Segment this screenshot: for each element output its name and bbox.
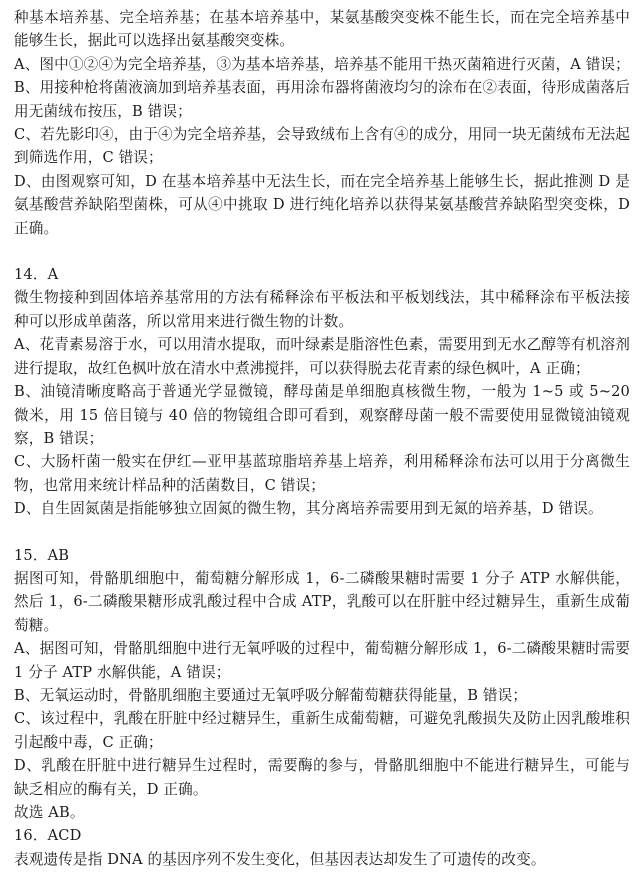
q14-option-b: B、油镜清晰度略高于普通光学显微镜，酵母菌是单细胞真核微生物，一般为 1~5 或 5~20 微米，用 15 倍目镜与 40 倍的物镜组合即可看到，观察酵母菌一般不需要使用显微镜油镜观察，B 错误； <box>14 383 630 447</box>
q14-answer-heading: 14．A <box>14 266 59 284</box>
document-page <box>14 6 630 871</box>
q13-intro-text: 种基本培养基、完全培养基；在基本培养基中，某氨基酸突变株不能生长，而在完全培养基中能够生长，据此可以选择出氨基酸突变株。 <box>14 9 630 50</box>
q14-option-a: A、花青素易溶于水，可以用清水提取，而叶绿素是脂溶性色素，需要用到无水乙醇等有机溶剂进行提取，故红色枫叶放在清水中煮沸搅拌，可以获得脱去花青素的绿色枫叶，A 正确； <box>14 336 630 377</box>
q15-intro-text: 据图可知，骨骼肌细胞中，葡萄糖分解形成 1，6-二磷酸果糖时需要 1 分子 ATP 水解供能，然后 1，6-二磷酸果糖形成乳酸过程中合成 ATP，乳酸可以在肝脏中经过糖异生，重新生成葡萄糖。 <box>14 569 630 634</box>
section-gap <box>14 240 630 263</box>
question-14-explanation <box>14 263 630 520</box>
q16-intro-text: 表观遗传是指 DNA 的基因序列不发生变化，但基因表达却发生了可遗传的改变。 <box>14 850 546 868</box>
q15-option-b: B、无氧运动时，骨骼肌细胞主要通过无氧呼吸分解葡萄糖获得能量，B 错误； <box>14 686 528 704</box>
q16-answer-heading: 16．ACD <box>14 827 82 845</box>
question-13-explanation <box>14 6 630 240</box>
q14-option-d: D、自生固氮菌是指能够独立固氮的微生物，其分离培养需要用到无氮的培养基，D 错误。 <box>14 500 603 518</box>
q13-option-b: B、用接种枪将菌液滴加到培养基表面，再用涂布器将菌液均匀的涂布在②表面，待形成菌落后用无菌绒布按压，B 错误； <box>14 79 630 120</box>
q15-option-d: D、乳酸在肝脏中进行糖异生过程时，需要酶的参与，骨骼肌细胞中不能进行糖异生，可能与缺乏相应的酶有关，D 正确。 <box>14 757 630 798</box>
q15-option-c: C、该过程中，乳酸在肝脏中经过糖异生，重新生成葡萄糖，可避免乳酸损失及防止因乳酸堆积引起酸中毒，C 正确； <box>14 710 630 751</box>
q15-answer-heading: 15．AB <box>14 546 70 564</box>
q13-option-c: C、若先影印④，由于④为完全培养基，会导致绒布上含有④的成分，用同一块无菌绒布无法起到筛选作用，C 错误； <box>14 126 630 167</box>
q15-conclusion: 故选 AB。 <box>14 804 85 821</box>
q13-option-a: A、图中①②④为完全培养基，③为基本培养基，培养基不能用干热灭菌箱进行灭菌，A 错误； <box>14 55 630 73</box>
question-15-explanation <box>14 544 630 825</box>
q14-intro-text: 微生物接种到固体培养基常用的方法有稀释涂布平板法和平板划线法，其中稀释涂布平板法接种可以形成单菌落，所以常用来进行微生物的计数。 <box>14 289 630 330</box>
q14-option-c: C、大肠杆菌一般实在伊红—亚甲基蓝琼脂培养基上培养，利用稀释涂布法可以用于分离微生物，也常用来统计样品种的活菌数目，C 错误； <box>14 453 630 494</box>
question-16-explanation <box>14 824 630 871</box>
q13-option-d: D、由图观察可知，D 在基本培养基中无法生长，而在完全培养基上能够生长，据此推测 D 是氨基酸营养缺陷型菌株，可从④中挑取 D 进行纯化培养以获得某氨基酸营养缺陷型突变株，D 正确。 <box>14 172 630 237</box>
q15-option-a: A、据图可知，骨骼肌细胞中进行无氧呼吸的过程中，葡萄糖分解形成 1，6-二磷酸果糖时需要 1 分子 ATP 水解供能，A 错误； <box>14 640 630 681</box>
section-gap <box>14 521 630 544</box>
